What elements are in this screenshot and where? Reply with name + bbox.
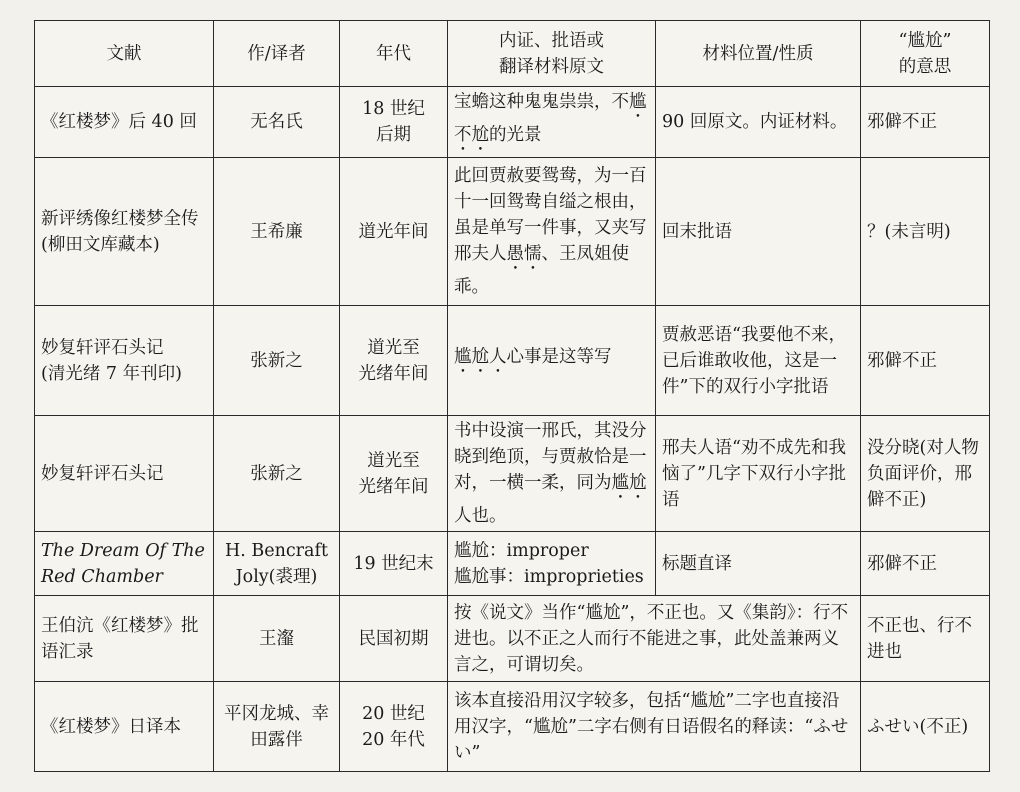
cell-author: 无名氏 bbox=[214, 87, 340, 158]
cell-era: 19 世纪末 bbox=[340, 532, 448, 596]
cell-text bbox=[448, 158, 656, 306]
text-pre: 书中设演一邢氏，其没分晓到绝顶，与贾赦恰是一对，一横一柔，同为 bbox=[454, 421, 647, 493]
text-emphasis: 尴尬人 bbox=[454, 347, 507, 367]
table-row bbox=[35, 87, 990, 158]
cell-era: 民国初期 bbox=[340, 596, 448, 682]
cell-meaning: ふせい(不正) bbox=[861, 682, 990, 772]
cell-meaning: 邪僻不正 bbox=[861, 306, 990, 416]
text-emphasis: 愚懦 bbox=[506, 244, 542, 264]
cell-text bbox=[448, 306, 656, 416]
header-author: 作/译者 bbox=[214, 21, 340, 87]
cell-text bbox=[448, 416, 656, 532]
text-post: 、王凤姐使乖。 bbox=[454, 244, 629, 297]
cell-location: 90 回原文。内证材料。 bbox=[656, 87, 861, 158]
cell-author: 王希廉 bbox=[214, 158, 340, 306]
cell-location: 邢夫人语“劝不成先和我恼了”几字下双行小字批语 bbox=[656, 416, 861, 532]
cell-meaning: 邪僻不正 bbox=[861, 532, 990, 596]
cell-author: 张新之 bbox=[214, 306, 340, 416]
cell-doc: 妙复轩评石头记 bbox=[35, 416, 214, 532]
table-row bbox=[35, 682, 990, 772]
cell-text: 按《说文》当作“尴尬”，不正也。又《集韵》：行不进也。以不正之人而行不能进之事，此处盖兼两义言之，可谓切矣。 bbox=[448, 596, 861, 682]
cell-doc: 妙复轩评石头记 (清光绪 7 年刊印) bbox=[35, 306, 214, 416]
cell-doc: 《红楼梦》日译本 bbox=[35, 682, 214, 772]
text-emphasis: 尴不尬 bbox=[454, 92, 647, 145]
text-emphasis: 尴尬 bbox=[611, 473, 647, 493]
cell-doc: The Dream Of The Red Chamber bbox=[35, 532, 214, 596]
cell-location: 回末批语 bbox=[656, 158, 861, 306]
table-row bbox=[35, 416, 990, 532]
cell-era: 18 世纪 后期 bbox=[340, 87, 448, 158]
header-doc: 文献 bbox=[35, 21, 214, 87]
cell-meaning: 没分晓(对人物负面评价，邢僻不正) bbox=[861, 416, 990, 532]
header-meaning: “尴尬” 的意思 bbox=[861, 21, 990, 87]
cell-era: 20 世纪 20 年代 bbox=[340, 682, 448, 772]
cell-text: 该本直接沿用汉字较多，包括“尴尬”二字也直接沿用汉字，“尴尬”二字右侧有日语假名的释读：“ふせい” bbox=[448, 682, 861, 772]
text-post: 心事是这等写 bbox=[506, 347, 612, 367]
cell-meaning: 不正也、行不进也 bbox=[861, 596, 990, 682]
comparison-table bbox=[34, 20, 990, 772]
header-text: 内证、批语或 翻译材料原文 bbox=[448, 21, 656, 87]
cell-era: 道光至 光绪年间 bbox=[340, 416, 448, 532]
cell-era: 道光至 光绪年间 bbox=[340, 306, 448, 416]
cell-doc: 《红楼梦》后 40 回 bbox=[35, 87, 214, 158]
table-row bbox=[35, 306, 990, 416]
text-pre: 宝蟾这种鬼鬼祟祟，不 bbox=[454, 92, 629, 112]
cell-text bbox=[448, 87, 656, 158]
cell-era: 道光年间 bbox=[340, 158, 448, 306]
header-row bbox=[35, 21, 990, 87]
cell-doc: 王伯沆《红楼梦》批语汇录 bbox=[35, 596, 214, 682]
cell-author: 张新之 bbox=[214, 416, 340, 532]
cell-author: 王瀣 bbox=[214, 596, 340, 682]
text-post: 人也。 bbox=[454, 506, 507, 526]
cell-meaning: 邪僻不正 bbox=[861, 87, 990, 158]
cell-doc: 新评绣像红楼梦全传(柳田文库藏本) bbox=[35, 158, 214, 306]
cell-author: H. Bencraft Joly(裘理) bbox=[214, 532, 340, 596]
cell-location: 贾赦恶语“我要他不来，已后谁敢收他，这是一件”下的双行小字批语 bbox=[656, 306, 861, 416]
header-era: 年代 bbox=[340, 21, 448, 87]
text-post: 的光景 bbox=[489, 125, 542, 145]
table-row bbox=[35, 596, 990, 682]
cell-location: 标题直译 bbox=[656, 532, 861, 596]
cell-meaning: ？(未言明) bbox=[861, 158, 990, 306]
table-row bbox=[35, 158, 990, 306]
table-row bbox=[35, 532, 990, 596]
cell-text: 尴尬：improper 尴尬事：improprieties bbox=[448, 532, 656, 596]
header-location: 材料位置/性质 bbox=[656, 21, 861, 87]
cell-author: 平冈龙城、幸田露伴 bbox=[214, 682, 340, 772]
text-pre: 此回贾赦要鸳鸯，为一百十一回鸳鸯自缢之根由，虽是单写一件事，又夹写邢夫人 bbox=[454, 166, 647, 264]
